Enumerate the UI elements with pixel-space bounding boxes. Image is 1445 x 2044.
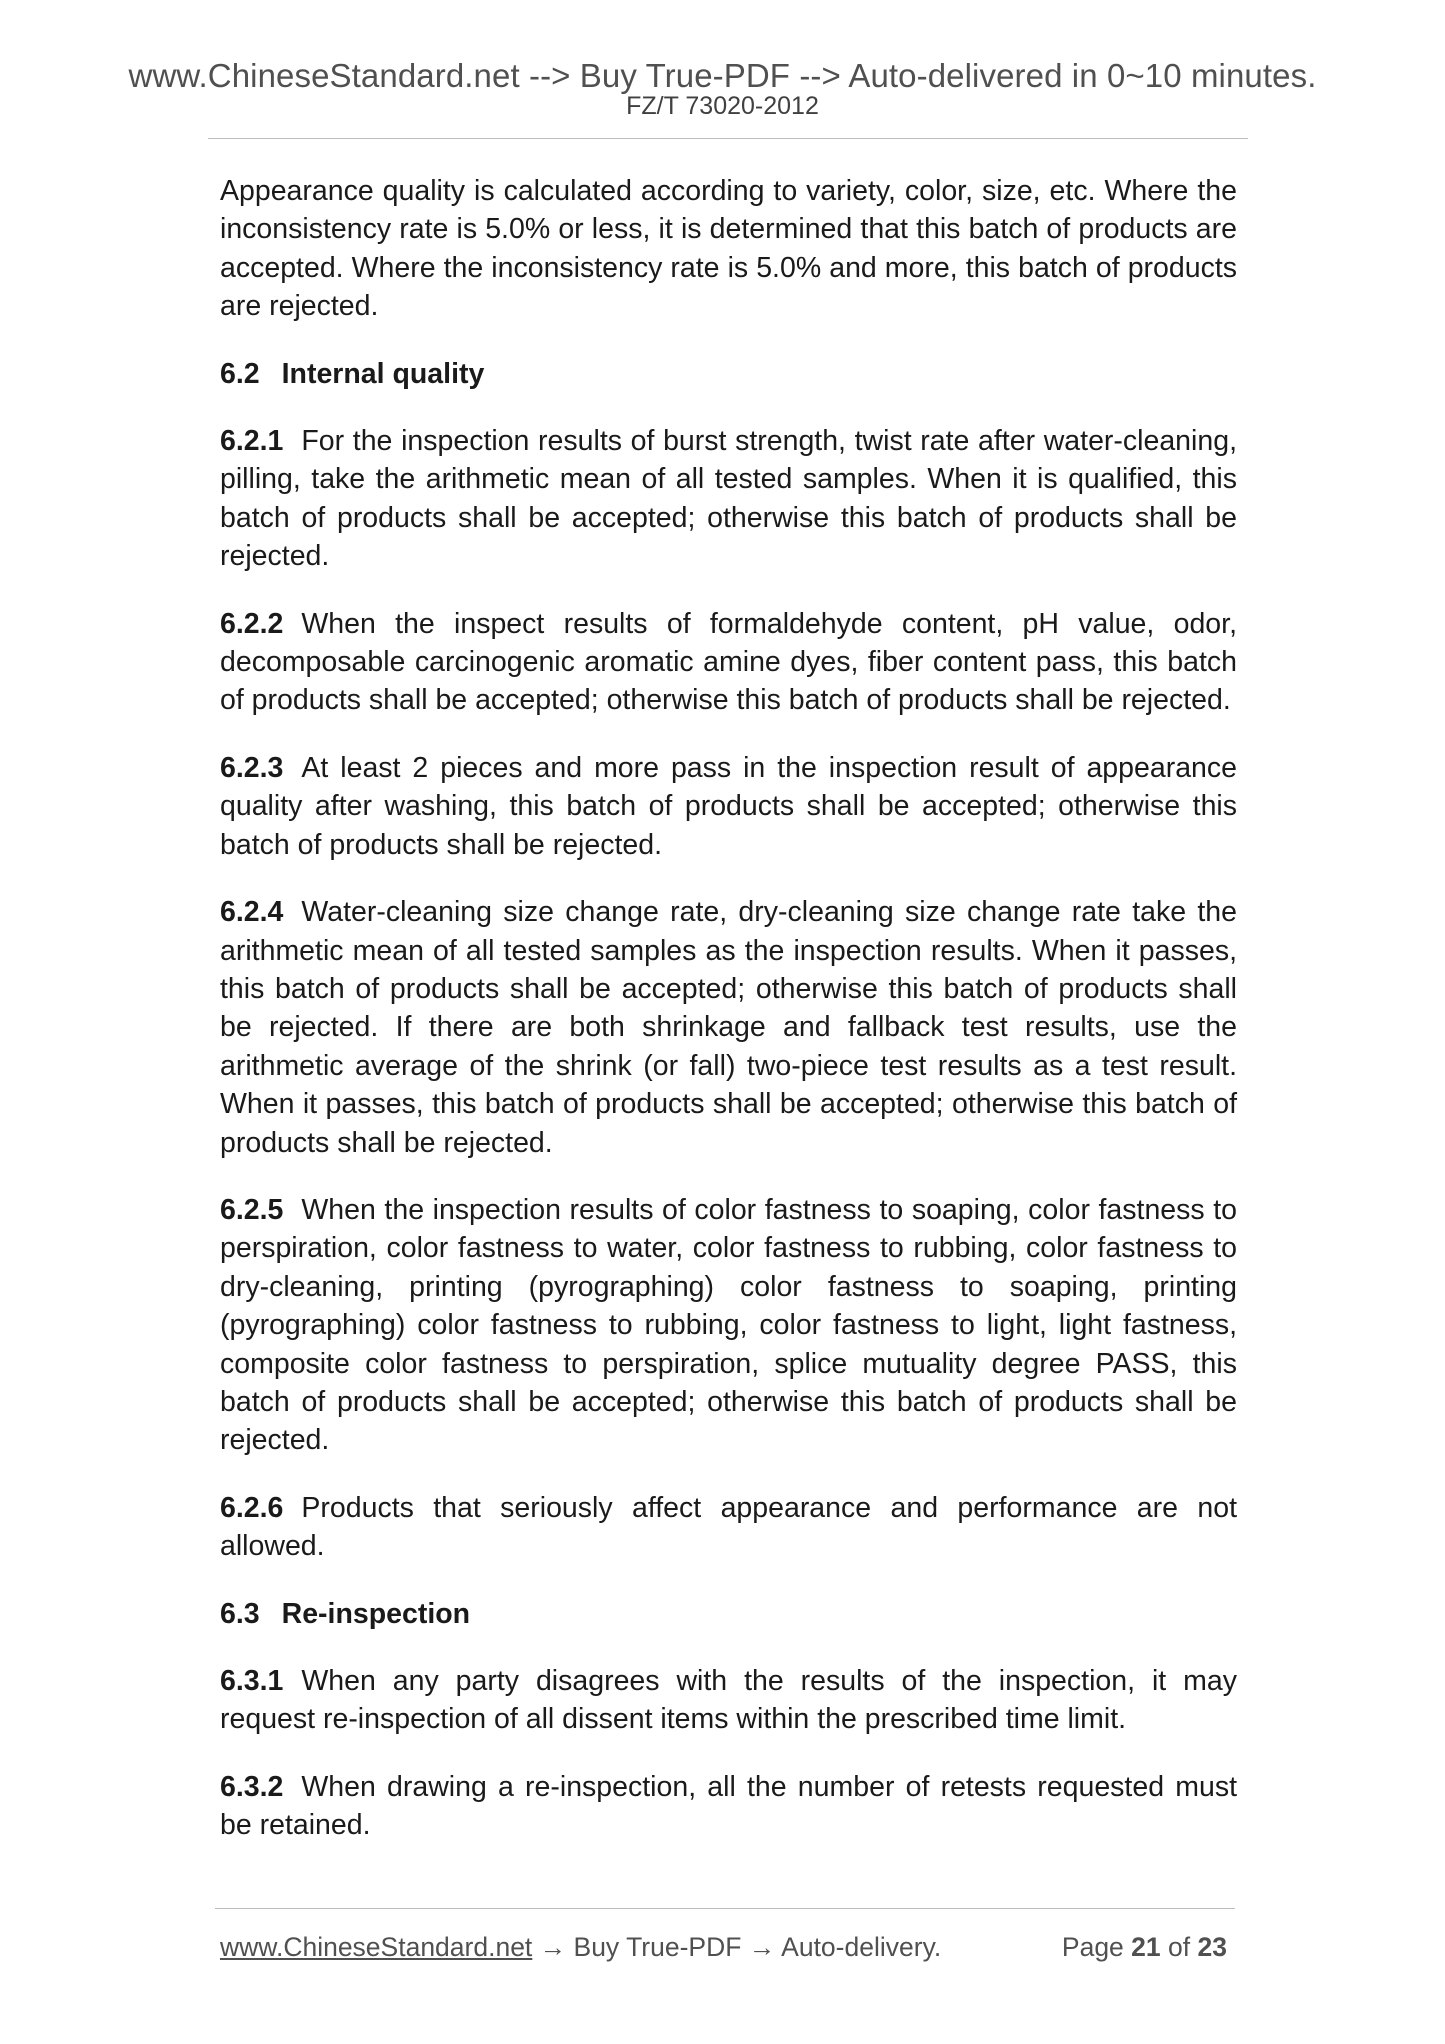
clause-6-2-4 [220,893,1237,1162]
clause-6-2-5 [220,1191,1237,1460]
clause-number: 6.2.5 [220,1193,284,1226]
footer-tagline: → Buy True-PDF → Auto-delivery. [532,1932,942,1962]
clause-number: 6.2.1 [220,425,284,458]
footer-promo [220,1930,941,1964]
clause-text: For the inspection results of burst strength, twist rate after water-cleaning, pilling, take the arithmetic mean of all tested samples. When it is qualified, this batch of products shall be accepted; otherwise this batch of products shall be rejected. [220,425,1237,573]
intro-paragraph: Appearance quality is calculated according to variety, color, size, etc. Where the inconsistency rate is 5.0% or less, it is determined that this batch of products are accepted. Where the inconsistency rate is 5.0% and more, this batch of products are rejected. [220,175,1237,323]
clause-text: When drawing a re-inspection, all the number of retests requested must be retained. [220,1770,1237,1842]
clause-number: 6.2.2 [220,607,284,640]
section-title: Re-inspection [281,1597,471,1630]
page-current: 21 [1131,1932,1161,1962]
clause-6-2-1 [220,422,1237,576]
clause-6-3-2 [220,1768,1237,1845]
clause-6-2-2 [220,605,1237,720]
page-of-label: of [1168,1932,1191,1962]
clause-6-2-3 [220,749,1237,864]
section-number: 6.3 [220,1597,260,1630]
page-label: Page [1061,1932,1124,1962]
section-heading-6-2 [220,355,1237,393]
page-footer [220,1930,1237,1966]
section-heading-6-3 [220,1595,1237,1633]
section-title: Internal quality [281,357,485,390]
clause-text: Water-cleaning size change rate, dry-cleaning size change rate take the arithmetic mean of all tested samples as the inspection results. When it passes, this batch of products shall be accepted; otherwise this batch of products shall be rejected. If there are both shrinkage and fallback test results, use the arithmetic average of the shrink (or fall) two-piece test results as a test result. When it passes, this batch of products shall be accepted; otherwise this batch of products shall be rejected. [220,896,1237,1159]
standard-number: FZ/T 73020-2012 [626,92,819,120]
clause-text: Products that seriously affect appearance and performance are not allowed. [220,1491,1237,1563]
clause-number: 6.2.3 [220,751,284,784]
footer-divider [215,1908,1235,1909]
clause-number: 6.3.2 [220,1770,284,1803]
clause-text: When the inspect results of formaldehyde content, pH value, odor, decomposable carcinogenic aromatic amine dyes, fiber content pass, this batch of products shall be accepted; otherwise this batch of products shall be rejected. [220,607,1237,717]
section-number: 6.2 [220,357,260,390]
clause-6-3-1 [220,1662,1237,1739]
top-banner: www.ChineseStandard.net --> Buy True-PDF --> Auto-delivered in 0~10 minutes. [128,57,1317,94]
clause-text: When any party disagrees with the results of the inspection, it may request re-inspection of all dissent items within the prescribed time limit. [220,1665,1237,1736]
header-divider [208,138,1248,139]
clause-number: 6.2.4 [220,896,284,929]
clause-number: 6.2.6 [220,1491,284,1524]
page-total: 23 [1197,1932,1227,1962]
document-body [220,172,1237,1874]
footer-site-link[interactable]: www.ChineseStandard.net [220,1932,533,1962]
clause-text: At least 2 pieces and more pass in the inspection result of appearance quality after washing, this batch of products shall be accepted; otherwise this batch of products shall be rejected. [220,751,1237,861]
clause-text: When the inspection results of color fastness to soaping, color fastness to perspiration, color fastness to water, color fastness to rubbing, color fastness to dry-cleaning, printing (pyrographing) color fastness to soaping, printing (pyrographing) color fastness to rubbing, color fastness to light, light fastness, composite color fastness to perspiration, splice mutuality degree PASS, this batch of products shall be accepted; otherwise this batch of products shall be rejected. [220,1193,1237,1457]
page-indicator [1062,1930,1227,1964]
clause-6-2-6 [220,1489,1237,1566]
clause-number: 6.3.1 [220,1665,284,1697]
